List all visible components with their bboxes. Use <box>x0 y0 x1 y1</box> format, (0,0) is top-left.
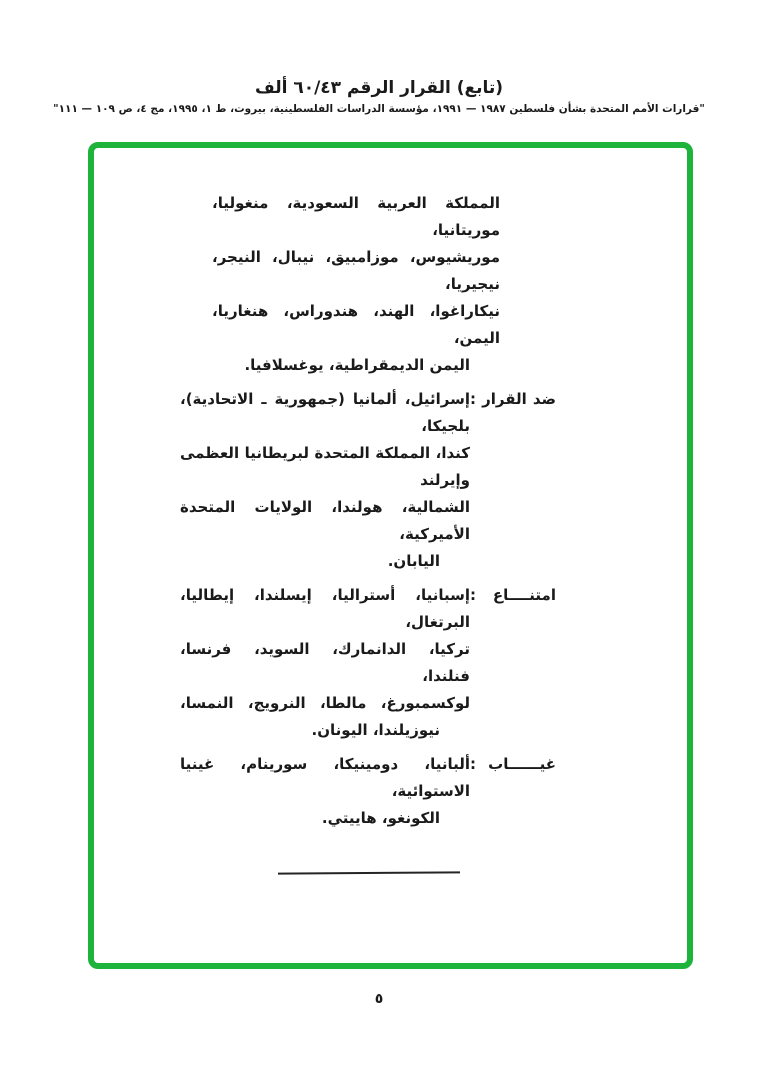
vote-absent-countries <box>180 751 470 832</box>
text-line: الشمالية، هولندا، الولايات المتحدة الأميركية، <box>180 498 470 543</box>
text-line: إسرائيل، ألمانيا (جمهورية ـ الاتحادية)، بلجيكا، <box>180 390 470 435</box>
vote-against-label: ضد القرار : <box>470 390 556 408</box>
vote-against <box>180 386 556 575</box>
text-line: تركيا، الدانمارك، السويد، فرنسا، فنلندا، <box>180 640 470 685</box>
resolution-title: (تابع) القرار الرقم ٦٠/٤٣ ألف <box>254 78 504 98</box>
vote-abstain <box>180 582 556 744</box>
text-line: كندا، المملكة المتحدة لبريطانيا العظمى وإيرلند <box>180 444 470 489</box>
page-header <box>0 76 758 115</box>
vote-list <box>180 190 556 874</box>
vote-for-continuation <box>180 190 556 379</box>
vote-for-continuation-countries <box>212 190 500 379</box>
text-line: موريشيوس، موزامبيق، نيبال، النيجر، نيجيريا، <box>212 248 500 293</box>
text-line: الكونغو، هاييتي. <box>321 809 440 827</box>
text-line: ألبانيا، دومينيكا، سورينام، غينيا الاستوائية، <box>180 755 470 800</box>
vote-abstain-label: امتنــــاع : <box>470 586 556 604</box>
vote-absent <box>180 751 556 832</box>
text-line: اليمن الديمقراطية، يوغسلافيا. <box>244 356 470 374</box>
text-line: نيكاراغوا، الهند، هندوراس، هنغاريا، اليمن، <box>212 302 500 347</box>
text-line: المملكة العربية السعودية، منغوليا، موريتانيا، <box>212 194 500 239</box>
text-line: لوكسمبورغ، مالطا، النرويج، النمسا، <box>180 694 470 712</box>
section-divider <box>278 871 460 874</box>
vote-abstain-countries <box>180 582 470 744</box>
page-number: ٥ <box>374 991 384 1007</box>
text-line: إسبانيا، أستراليا، إيسلندا، إيطاليا، البرتغال، <box>180 586 470 631</box>
source-citation: "قرارات الأمم المتحدة بشأن فلسطين ١٩٨٧ — ١٩٩١، مؤسسة الدراسات الفلسطينية، بيروت، ط ١، ١٩٩٥، مج ٤، ص ١٠٩ — ١١١" <box>53 103 705 115</box>
vote-against-countries <box>180 386 470 575</box>
text-line: اليابان. <box>387 552 440 570</box>
vote-absent-label: غيــــــاب : <box>470 755 556 773</box>
document-frame <box>88 142 693 969</box>
text-line: نيوزيلندا، اليونان. <box>311 721 440 739</box>
